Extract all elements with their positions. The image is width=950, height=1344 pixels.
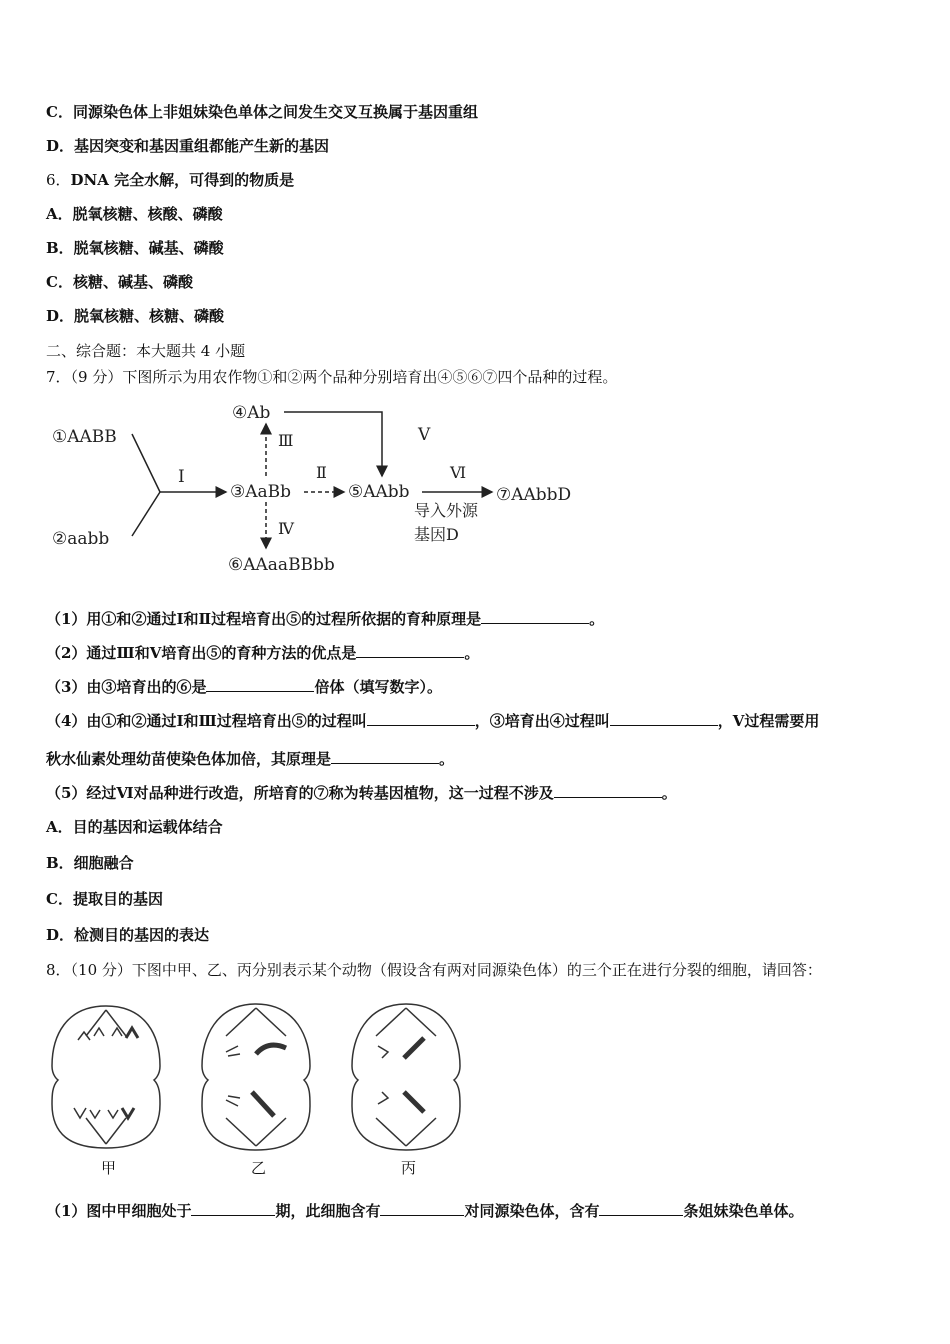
cell-label-bing: 丙	[401, 1159, 417, 1177]
cell-yi	[202, 1004, 310, 1150]
q8-sub1: （1）图中甲细胞处于 期，此细胞含有 对同源染色体，含有 条姐妹染色单体。	[46, 1202, 804, 1220]
q7-option-c: C．提取目的基因	[46, 890, 163, 908]
q7-sub4-cont: 秋水仙素处理幼苗使染色体加倍，其原理是 。	[46, 750, 455, 768]
answer-blank[interactable]	[610, 711, 718, 726]
breeding-diagram	[46, 396, 606, 582]
q7-sub5: （5）经过Ⅵ对品种进行改造，所培育的⑦称为转基因植物，这一过程不涉及 。	[46, 784, 677, 802]
node-3: ③AaBb	[230, 482, 292, 502]
cell-label-jia: 甲	[101, 1159, 117, 1177]
q7-option-b: B．细胞融合	[46, 854, 134, 872]
q6-stem	[46, 170, 294, 190]
answer-blank[interactable]	[367, 711, 475, 726]
q5-option-d: D．基因突变和基因重组都能产生新的基因	[46, 137, 330, 155]
label-IV: Ⅳ	[278, 519, 294, 538]
node-5: ⑤AAbb	[348, 482, 410, 502]
q7-sub2: （2）通过Ⅲ和Ⅴ培育出⑤的育种方法的优点是 。	[46, 644, 480, 662]
q6-option-b: B．脱氧核糖、碱基、磷酸	[46, 239, 224, 257]
q5-option-c: C．同源染色体上非姐妹染色单体之间发生交叉互换属于基因重组	[46, 103, 478, 121]
node-6: ⑥AAaaBBbb	[228, 555, 335, 575]
q6-option-a: A．脱氧核糖、核酸、磷酸	[46, 205, 223, 223]
answer-blank[interactable]	[481, 609, 589, 624]
answer-blank[interactable]	[554, 783, 662, 798]
answer-blank[interactable]	[356, 643, 464, 658]
cell-label-yi: 乙	[251, 1159, 267, 1177]
cell-division-figure	[46, 996, 476, 1156]
note-line1: 导入外源	[414, 501, 479, 520]
node-4: ④Ab	[232, 403, 271, 423]
q7-stem: 7．（9 分）下图所示为用农作物①和②两个品种分别培育出④⑤⑥⑦四个品种的过程。	[46, 368, 618, 386]
cell-jia	[52, 1006, 160, 1148]
node-2: ②aabb	[52, 529, 110, 549]
section-heading: 二、综合题：本大题共 4 小题	[46, 342, 246, 360]
label-III: Ⅲ	[278, 431, 294, 450]
q6-dna: DNA	[70, 171, 109, 189]
label-II: Ⅱ	[316, 463, 327, 482]
q7-sub1: （1）用①和②通过Ⅰ和Ⅱ过程培育出⑤的过程所依据的育种原理是 。	[46, 610, 605, 628]
label-I: Ⅰ	[178, 467, 185, 487]
q7-sub3: （3）由③培育出的⑥是 倍体（填写数字）。	[46, 678, 442, 696]
note-line2: 基因D	[414, 525, 459, 544]
node-7: ⑦AAbbD	[496, 485, 572, 505]
label-VI: Ⅵ	[450, 463, 467, 482]
cell-bing	[352, 1004, 460, 1150]
label-V: Ⅴ	[418, 425, 431, 445]
answer-blank[interactable]	[206, 677, 314, 692]
q6-option-c: C．核糖、碱基、磷酸	[46, 273, 193, 291]
q6-option-d: D．脱氧核糖、核糖、磷酸	[46, 307, 225, 325]
node-1: ①AABB	[52, 427, 117, 447]
q7-sub4: （4）由①和②通过Ⅰ和Ⅲ过程培育出⑤的过程叫 ，③培育出④过程叫 ，Ⅴ过程需要用	[46, 712, 820, 730]
arrow-V	[284, 412, 382, 476]
q7-option-d: D．检测目的基因的表达	[46, 926, 210, 944]
answer-blank[interactable]	[331, 749, 439, 764]
answer-blank[interactable]	[599, 1201, 683, 1216]
answer-blank[interactable]	[191, 1201, 275, 1216]
q6-text: 完全水解，可得到的物质是	[108, 171, 295, 189]
answer-blank[interactable]	[380, 1201, 464, 1216]
q7-option-a: A．目的基因和运载体结合	[46, 818, 223, 836]
q6-number: 6．	[46, 171, 71, 189]
q8-stem: 8．（10 分）下图中甲、乙、丙分别表示某个动物（假设含有两对同源染色体）的三个正在进行分裂的细胞，请回答：	[46, 961, 822, 979]
